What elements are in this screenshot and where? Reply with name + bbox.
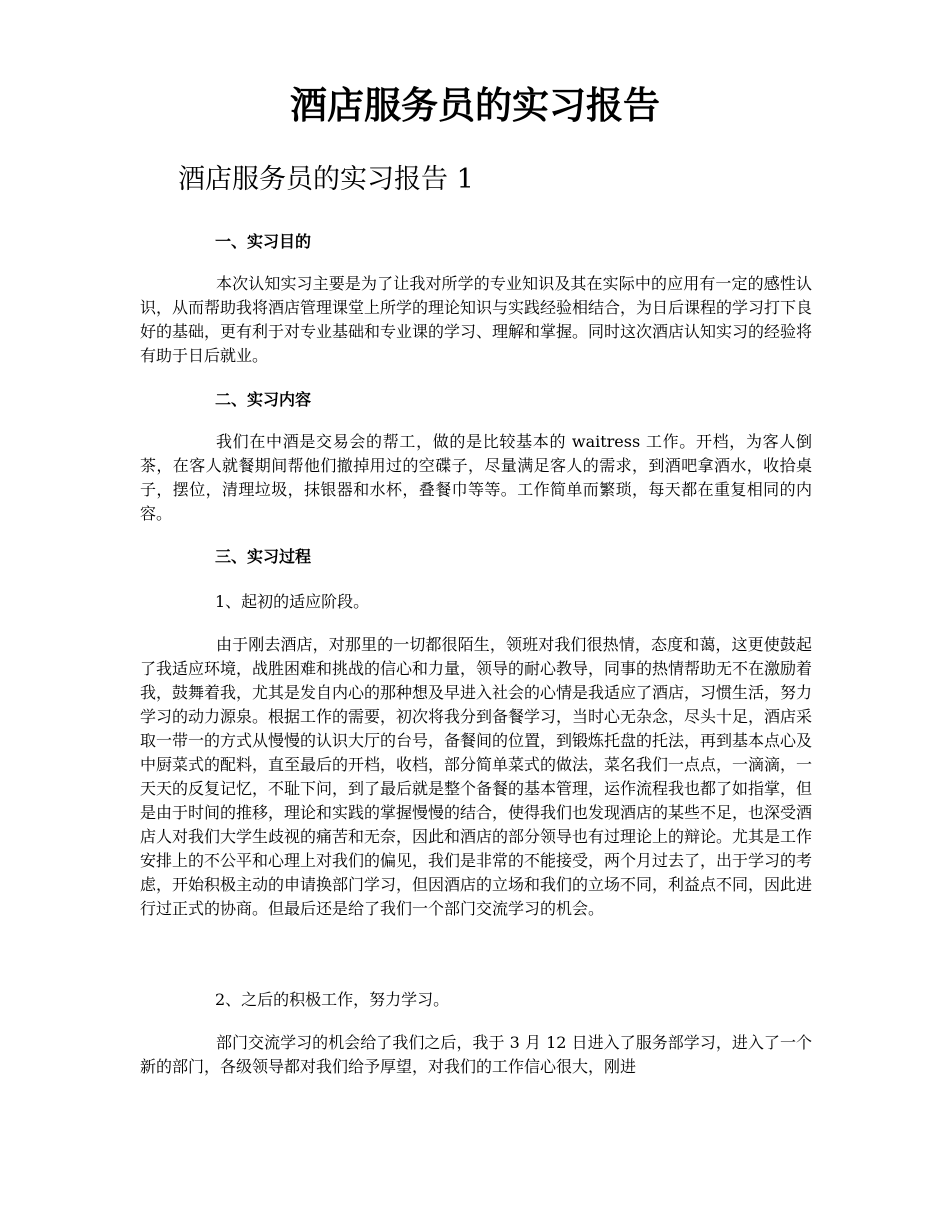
- section-title: 酒店服务员的实习报告 1: [178, 164, 474, 195]
- paragraph-stage1: 由于刚去酒店，对那里的一切都很陌生，领班对我们很热情，态度和蔼，这更使鼓起了我适应环境，战胜困难和挑战的信心和力量，领导的耐心教导，同事的热情帮助无不在激励着我，鼓舞着我，尤其是发自内心的那种想及早进入社会的心情是我适应了酒店，习惯生活，努力学习的动力源泉。根据工作的需要，初次将我分到备餐学习，当时心无杂念，尽头十足，酒店采取一带一的方式从慢慢的认识大厅的台号，备餐间的位置，到锻炼托盘的托法，再到基本点心及中厨菜式的配料，直至最后的开档，收档，部分简单菜式的做法，菜名我们一点点，一滴滴，一天天的反复记忆，不耻下问，到了最后就是整个备餐的基本管理，运作流程我也都了如指掌，但是由于时间的推移，理论和实践的掌握慢慢的结合，使得我们也发现酒店的某些不足，也深受酒店人对我们大学生歧视的痛苦和无奈，因此和酒店的部分领导也有过理论上的辩论。尤其是工作安排上的不公平和心理上对我们的偏见，我们是非常的不能接受，两个月过去了，出于学习的考虑，开始积极主动的申请换部门学习，但因酒店的立场和我们的立场不同，利益点不同，因此进行过正式的协商。但最后还是给了我们一个部门交流学习的机会。: [140, 635, 813, 918]
- heading-process: 三、实习过程: [215, 547, 312, 566]
- heading-purpose: 一、实习目的: [215, 232, 312, 251]
- paragraph-content: 我们在中酒是交易会的帮工，做的是比较基本的 waitress 工作。开档，为客人倒茶，在客人就餐期间帮他们撤掉用过的空碟子，尽量满足客人的需求，到酒吧拿酒水，收拾桌子，摆位，清理垃圾，抹银器和水杯，叠餐巾等等。工作简单而繁琐，每天都在重复相同的内容。: [140, 432, 812, 523]
- paragraph-purpose: 本次认知实习主要是为了让我对所学的专业知识及其在实际中的应用有一定的感性认识，从而帮助我将酒店管理课堂上所学的理论知识与实践经验相结合，为日后课程的学习打下良好的基础，更有利于对专业基础和专业课的学习、理解和掌握。同时这次酒店认知实习的经验将有助于日后就业。: [140, 274, 813, 365]
- heading-content: 二、实习内容: [215, 390, 312, 409]
- paragraph-stage2: 部门交流学习的机会给了我们之后，我于 3 月 12 日进入了服务部学习，进入了一个新的部门，各级领导都对我们给予厚望，对我们的工作信心很大，刚进: [140, 1033, 812, 1076]
- subheading-stage2: 2、之后的积极工作，努力学习。: [215, 990, 450, 1009]
- document-title: 酒店服务员的实习报告: [290, 83, 660, 127]
- subheading-stage1: 1、起初的适应阶段。: [215, 592, 370, 611]
